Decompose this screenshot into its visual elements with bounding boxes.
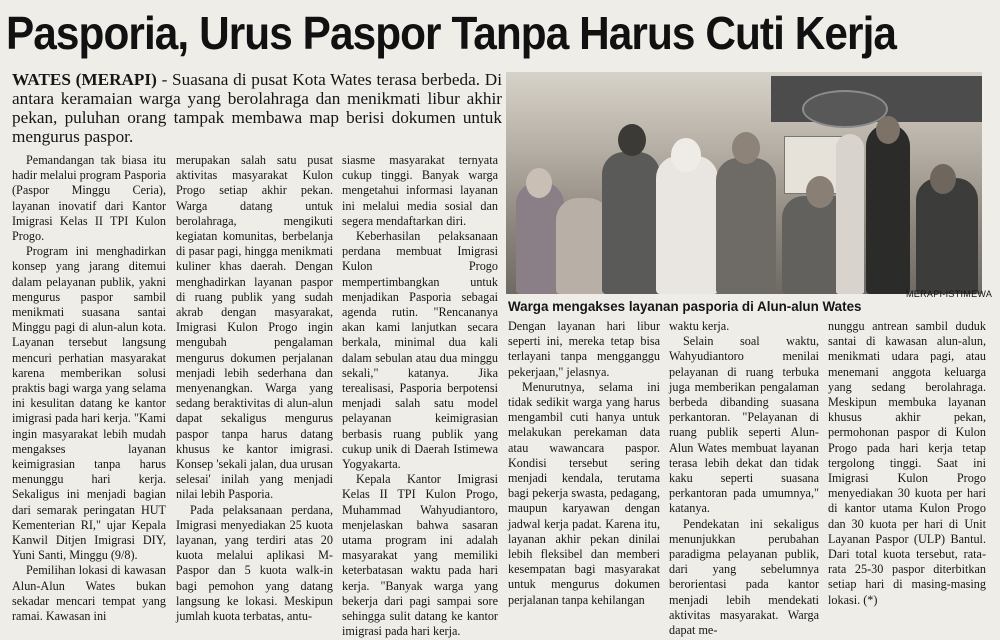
text-column-1 xyxy=(12,153,166,624)
article-photo xyxy=(506,72,982,294)
person-figure xyxy=(602,152,660,294)
service-sign xyxy=(802,90,888,128)
paragraph: Pendekatan ini sekaligus menunjukkan perubahan paradigma pelayanan publik, dari yang sebelumnya berorientasi pada kantor menjadi lebih mendekati aktivitas masyarakat. Warga dapat me- xyxy=(669,516,819,638)
paragraph: Program ini menghadirkan konsep yang jarang ditemui dalam pelayanan publik, yakni mengurus paspor sambil menikmati suasana santai Minggu pagi di alun-alun kota. Layanan tersebut langsung mencuri perhatian masyarakat karena memberikan solusi praktis bagi warga yang selama ini kesulitan datang ke kantor imigrasi pada hari kerja. "Kami ingin masyarakat lebih mudah mengakses layanan keimigrasian tanpa harus menunggu hari kerja. Sekaligus ini menjadi bagian dari semarak peringatan HUT Kementerian RI," ujar Kepala Kanwil Ditjen Imigrasi DIY, Yuni Santi, Minggu (9/8). xyxy=(12,244,166,563)
text-column-5 xyxy=(669,319,819,638)
lead-text: - Suasana di pusat Kota Wates terasa berbeda. Di antara keramaian warga yang berolahraga dan menikmati libur akhir pekan, puluhan orang tampak membawa map berisi dokumen untuk mengurus paspor. xyxy=(12,70,502,146)
text-column-2 xyxy=(176,153,333,624)
person-head xyxy=(930,164,956,194)
article-headline: Pasporia, Urus Paspor Tanpa Harus Cuti Kerja xyxy=(6,7,897,59)
photo-caption: Warga mengakses layanan pasporia di Alun-alun Wates xyxy=(508,299,862,314)
text-column-3 xyxy=(342,153,498,639)
person-figure xyxy=(716,158,776,294)
person-head xyxy=(732,132,760,164)
paragraph: Menurutnya, selama ini tidak sedikit warga yang harus mengambil cuti hanya untuk melakukan perekaman data atau wawancara paspor. Kondisi tersebut sering menjadi kendala, terutama bagi pekerja swasta, pedagang, maupun karyawan dengan jadwal kerja padat. Karena itu, layanan akhir pekan dinilai lebih fleksibel dan memberi kesempatan bagi masyarakat untuk mengurus dokumen perjalanan tanpa kehilangan xyxy=(508,379,660,607)
paragraph: Pemandangan tak biasa itu hadir melalui program Pasporia (Paspor Minggu Ceria), layanan inovatif dari Kantor Imigrasi Kelas II TPI Kulon Progo. xyxy=(12,153,166,244)
paragraph: Keberhasilan pelaksanaan perdana membuat Imigrasi Kulon Progo mempertimbangkan untuk menjadikan Pasporia sebagai agenda rutin. "Rencananya akan kami lanjutkan secara berkala, minimal dua kali dalam sebulan atau dua minggu sekali," katanya. Jika terealisasi, Pasporia berpotensi menjadi salah satu model pelayanan keimigrasian berbasis ruang publik yang cukup unik di Daerah Istimewa Yogyakarta. xyxy=(342,229,498,472)
paragraph: nunggu antrean sambil duduk santai di kawasan alun-alun, menikmati udara pagi, atau menemani anggota keluarga yang sedang berolahraga. Meskipun membuka layanan khusus akhir pekan, permohonan paspor di Kulon Progo pada hari kerja tetap tergolong tinggi. Saat ini Imigrasi Kulon Progo menyediakan 30 kuota per hari di kantor utama Kulon Progo dan 30 kuota per hari di Unit Layanan Paspor (ULP) Bantul. Dari total kuota tersebut, rata-rata 25-30 paspor diterbitkan setiap hari di masing-masing lokasi. (*) xyxy=(828,319,986,607)
paragraph: merupakan salah satu pusat aktivitas masyarakat Kulon Progo setiap akhir pekan. Warga datang untuk berolahraga, mengikuti kegiatan komunitas, berbelanja di pasar pagi, hingga menikmati kuliner khas daerah. Dengan menghadirkan layanan paspor di ruang publik yang sudah akrab dengan masyarakat, Imigrasi Kulon Progo ingin mengubah pengalaman mengurus dokumen perjalanan menjadi lebih sederhana dan menyenangkan. Warga yang sedang beraktivitas di alun-alun dapat sekaligus mengurus paspor tanpa harus datang khusus ke kantor imigrasi. Konsep 'sekali jalan, dua urusan selesai' inilah yang menjadi nilai lebih Pasporia. xyxy=(176,153,333,502)
person-figure xyxy=(836,134,864,294)
paragraph: Dengan layanan hari libur seperti ini, mereka tetap bisa terlayani tanpa mengganggu pekerjaan," jelasnya. xyxy=(508,319,660,379)
text-column-6 xyxy=(828,319,986,607)
paragraph: waktu kerja. xyxy=(669,319,730,333)
person-head xyxy=(671,138,701,172)
paragraph: Kepala Kantor Imigrasi Kelas II TPI Kulon Progo, Muhammad Wahyudiantoro, menjelaskan bahwa sasaran utama program ini adalah masyarakat yang memiliki keterbatasan waktu pada hari kerja. "Banyak warga yang bekerja dari pagi sampai sore sehingga sulit datang ke kantor imigrasi pada hari kerja. xyxy=(342,472,498,639)
paragraph: siasme masyarakat ternyata cukup tinggi. Banyak warga mengetahui informasi layanan ini melalui media sosial dan segera mendaftarkan diri. xyxy=(342,153,498,228)
paragraph: Pemilihan lokasi di kawasan Alun-Alun Wates bukan sekadar mencari tempat yang ramai. Kawasan ini xyxy=(12,563,166,624)
person-figure xyxy=(866,124,910,294)
person-head xyxy=(618,124,646,156)
photo-credit: MERAPI-ISTIMEWA xyxy=(906,289,993,299)
dateline: WATES (MERAPI) xyxy=(12,70,157,89)
person-figure xyxy=(656,156,718,294)
paragraph: Pada pelaksanaan perdana, Imigrasi menyediakan 25 kuota layanan, yang terdiri atas 20 kuota melalui aplikasi M-Paspor dan 5 kuota walk-in bagi pemohon yang datang langsung ke lokasi. Meskipun jumlah kuota terbatas, antu- xyxy=(176,502,333,624)
person-head xyxy=(526,168,552,198)
person-figure xyxy=(916,178,978,294)
article-lead xyxy=(12,70,502,146)
person-head xyxy=(876,116,900,144)
person-head xyxy=(806,176,834,208)
text-column-4 xyxy=(508,319,660,607)
paragraph: Selain soal waktu, Wahyudiantoro menilai pelayanan di ruang terbuka juga memberikan pengalaman berbeda dibanding suasana perkantoran. "Pelayanan di ruang publik seperti Alun-Alun Wates membuat layanan terasa lebih dekat dan tidak kaku seperti suasana perkantoran pada umumnya," katanya. xyxy=(669,334,819,516)
